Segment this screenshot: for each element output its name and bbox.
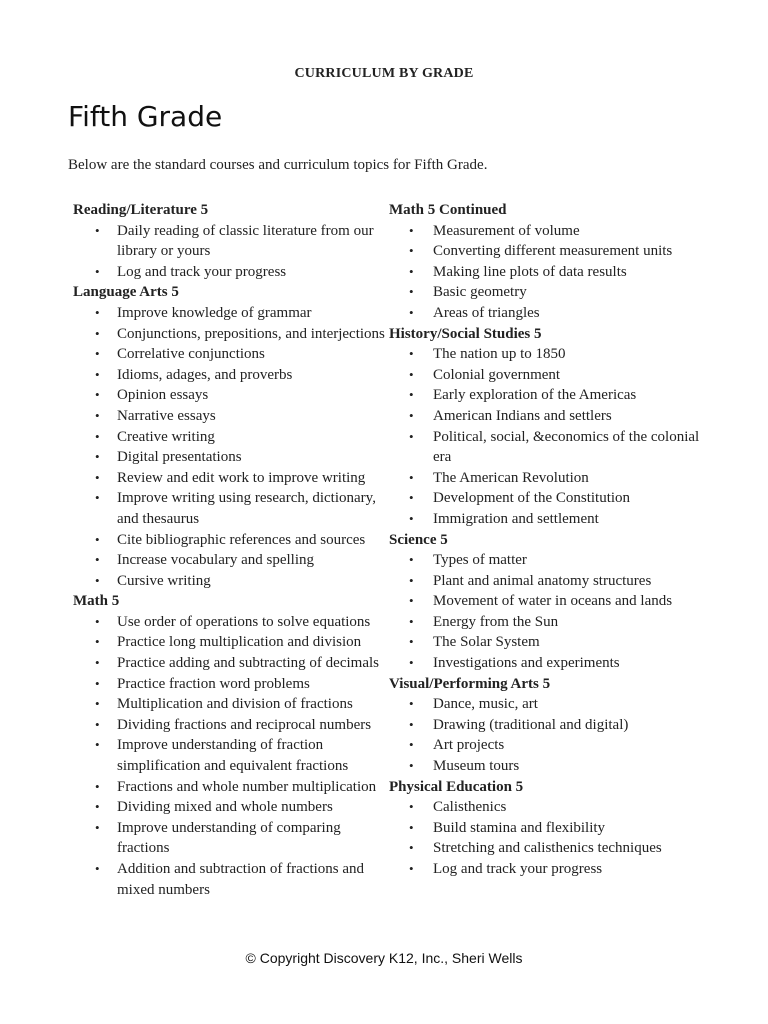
topic-item <box>389 241 709 262</box>
bullet-icon: • <box>95 675 100 691</box>
page-title: Fifth Grade <box>68 100 223 133</box>
bullet-icon: • <box>409 263 414 279</box>
course-title: Science 5 <box>389 531 448 548</box>
topic-text: Log and track your progress <box>117 263 287 280</box>
topic-item <box>73 447 385 468</box>
bullet-icon: • <box>409 758 414 774</box>
bullet-icon: • <box>95 366 100 382</box>
topic-item <box>73 715 385 736</box>
topic-list <box>73 221 385 283</box>
course-title: Physical Education 5 <box>389 778 524 795</box>
right-column <box>389 200 709 880</box>
topic-item <box>389 282 709 303</box>
bullet-icon: • <box>409 346 414 362</box>
topic-text: Creative writing <box>117 428 215 445</box>
topic-item <box>73 818 385 859</box>
topic-item <box>73 653 385 674</box>
topic-item <box>73 406 385 427</box>
topic-item <box>73 365 385 386</box>
topic-item <box>389 735 709 756</box>
topic-text: Use order of operations to solve equations <box>117 613 371 630</box>
topic-list <box>389 797 709 879</box>
document-header: CURRICULUM BY GRADE <box>294 66 474 81</box>
topic-item <box>73 612 385 633</box>
left-column <box>73 200 385 900</box>
bullet-icon: • <box>95 861 100 876</box>
topic-text: Drawing (traditional and digital) <box>433 716 629 733</box>
topic-text: Types of matter <box>433 552 527 569</box>
bullet-icon: • <box>409 510 414 526</box>
topic-item <box>73 550 385 571</box>
topic-item <box>73 859 385 900</box>
topic-text: Fractions and whole number multiplication <box>117 778 377 795</box>
topic-item <box>73 324 385 345</box>
bullet-icon: • <box>409 407 414 423</box>
topic-list <box>389 550 709 674</box>
bullet-icon: • <box>409 490 414 506</box>
topic-item <box>389 653 709 674</box>
bullet-icon: • <box>95 304 100 320</box>
topic-item <box>389 427 709 468</box>
bullet-icon: • <box>95 634 100 650</box>
topic-text: Daily reading of classic literature from our library or yours <box>117 222 374 260</box>
topic-text: Improve understanding of comparing fractions <box>117 819 341 857</box>
bullet-icon: • <box>95 469 100 485</box>
topic-item <box>389 859 709 880</box>
bullet-icon: • <box>409 655 414 671</box>
topic-text: Cursive writing <box>117 572 211 589</box>
topic-item <box>389 694 709 715</box>
course-title: Reading/Literature 5 <box>73 202 209 218</box>
topic-text: Review and edit work to improve writing <box>117 469 366 486</box>
topic-item <box>73 303 385 324</box>
course-section <box>73 591 385 900</box>
topic-item <box>389 756 709 777</box>
bullet-icon: • <box>95 552 100 568</box>
bullet-icon: • <box>409 366 414 382</box>
bullet-icon: • <box>409 840 414 856</box>
topic-text: Areas of triangles <box>433 304 540 321</box>
bullet-icon: • <box>95 325 100 341</box>
topic-item <box>73 488 385 529</box>
topic-text: Plant and animal anatomy structures <box>433 572 652 589</box>
topic-text: The Solar System <box>433 634 540 651</box>
topic-list <box>73 303 385 591</box>
bullet-icon: • <box>95 346 100 362</box>
topic-item <box>389 488 709 509</box>
bullet-icon: • <box>409 469 414 485</box>
topic-item <box>73 735 385 776</box>
bullet-icon: • <box>409 716 414 732</box>
bullet-icon: • <box>95 737 100 753</box>
topic-item <box>389 344 709 365</box>
bullet-icon: • <box>409 861 414 876</box>
topic-item <box>73 797 385 818</box>
topic-item <box>389 221 709 242</box>
topic-item <box>389 818 709 839</box>
topic-item <box>389 797 709 818</box>
topic-item <box>73 571 385 592</box>
topic-text: Basic geometry <box>433 284 527 301</box>
topic-text: Energy from the Sun <box>433 613 559 630</box>
topic-item <box>389 632 709 653</box>
topic-text: Digital presentations <box>117 449 242 466</box>
course-section <box>389 530 709 674</box>
topic-text: Stretching and calisthenics techniques <box>433 840 662 857</box>
topic-text: Museum tours <box>433 758 520 775</box>
bullet-icon: • <box>409 819 414 835</box>
topic-list <box>389 694 709 776</box>
topic-text: Improve understanding of fraction simplification and equivalent fractions <box>117 737 349 775</box>
topic-text: Practice adding and subtracting of decimals <box>117 655 379 672</box>
bullet-icon: • <box>409 304 414 320</box>
topic-item <box>389 509 709 530</box>
bullet-icon: • <box>95 387 100 403</box>
topic-text: Measurement of volume <box>433 222 580 239</box>
topic-item <box>389 591 709 612</box>
topic-item <box>73 694 385 715</box>
topic-text: American Indians and settlers <box>433 407 612 424</box>
bullet-icon: • <box>409 593 414 609</box>
course-section <box>73 200 385 282</box>
course-section <box>389 200 709 324</box>
topic-text: Opinion essays <box>117 387 209 404</box>
topic-text: Colonial government <box>433 366 561 383</box>
course-title: Math 5 Continued <box>389 202 507 218</box>
topic-item <box>73 468 385 489</box>
topic-item <box>389 468 709 489</box>
bullet-icon: • <box>95 819 100 835</box>
bullet-icon: • <box>409 387 414 403</box>
topic-text: Immigration and settlement <box>433 510 599 527</box>
topic-text: Converting different measurement units <box>433 243 673 260</box>
topic-text: Dividing fractions and reciprocal numbers <box>117 716 372 733</box>
topic-text: Movement of water in oceans and lands <box>433 593 673 610</box>
intro-text: Below are the standard courses and curriculum topics for Fifth Grade. <box>68 157 488 173</box>
topic-text: Log and track your progress <box>433 861 603 877</box>
topic-item <box>73 674 385 695</box>
topic-text: Early exploration of the Americas <box>433 387 637 404</box>
topic-item <box>73 262 385 283</box>
topic-text: Making line plots of data results <box>433 263 627 280</box>
bullet-icon: • <box>95 490 100 506</box>
bullet-icon: • <box>409 572 414 588</box>
topic-item <box>389 571 709 592</box>
topic-item <box>73 777 385 798</box>
topic-text: Improve writing using research, dictionary, and thesaurus <box>117 490 376 527</box>
topic-item <box>73 221 385 262</box>
bullet-icon: • <box>409 222 414 238</box>
topic-text: Development of the Constitution <box>433 490 631 507</box>
topic-text: Multiplication and division of fractions <box>117 696 353 713</box>
bullet-icon: • <box>409 799 414 815</box>
topic-text: Improve knowledge of grammar <box>117 304 312 321</box>
topic-item <box>389 385 709 406</box>
bullet-icon: • <box>409 634 414 650</box>
topic-item <box>389 715 709 736</box>
topic-text: Cite bibliographic references and sources <box>117 531 366 548</box>
topic-text: Practice long multiplication and division <box>117 634 362 651</box>
topic-text: Addition and subtraction of fractions and mixed numbers <box>117 861 365 898</box>
bullet-icon: • <box>95 407 100 423</box>
topic-text: Investigations and experiments <box>433 655 620 672</box>
bullet-icon: • <box>409 552 414 568</box>
bullet-icon: • <box>95 696 100 712</box>
topic-item <box>73 427 385 448</box>
topic-text: The nation up to 1850 <box>433 346 566 363</box>
topic-text: Correlative conjunctions <box>117 346 265 363</box>
course-title: Language Arts 5 <box>73 284 179 301</box>
bullet-icon: • <box>409 613 414 629</box>
topic-list <box>389 344 709 529</box>
topic-text: Idioms, adages, and proverbs <box>117 366 293 383</box>
topic-item <box>73 632 385 653</box>
topic-list <box>389 221 709 324</box>
topic-text: Dance, music, art <box>433 696 538 713</box>
bullet-icon: • <box>95 263 100 279</box>
bullet-icon: • <box>95 222 100 238</box>
bullet-icon: • <box>409 696 414 712</box>
topic-text: Practice fraction word problems <box>117 675 310 692</box>
bullet-icon: • <box>409 428 414 444</box>
topic-text: Political, social, &economics of the colonial era <box>433 428 700 466</box>
topic-text: Calisthenics <box>433 799 507 816</box>
topic-item <box>389 612 709 633</box>
bullet-icon: • <box>95 655 100 671</box>
course-title: History/Social Studies 5 <box>389 325 542 342</box>
topic-text: The American Revolution <box>433 469 589 486</box>
topic-item <box>73 530 385 551</box>
topic-item <box>389 838 709 859</box>
course-title: Visual/Performing Arts 5 <box>389 675 551 692</box>
course-title: Math 5 <box>73 593 120 610</box>
topic-text: Narrative essays <box>117 407 216 424</box>
bullet-icon: • <box>95 778 100 794</box>
topic-item <box>389 550 709 571</box>
bullet-icon: • <box>95 613 100 629</box>
topic-item <box>389 365 709 386</box>
bullet-icon: • <box>409 737 414 753</box>
topic-item <box>389 262 709 283</box>
topic-text: Increase vocabulary and spelling <box>117 552 314 569</box>
bullet-icon: • <box>95 572 100 588</box>
topic-item <box>73 385 385 406</box>
topic-text: Conjunctions, prepositions, and interjections <box>117 325 385 342</box>
topic-item <box>73 344 385 365</box>
bullet-icon: • <box>95 799 100 815</box>
course-section <box>389 674 709 777</box>
course-section <box>389 777 709 880</box>
course-section <box>73 282 385 591</box>
bullet-icon: • <box>409 243 414 259</box>
topic-item <box>389 303 709 324</box>
bullet-icon: • <box>409 284 414 300</box>
topic-text: Build stamina and flexibility <box>433 819 606 836</box>
topic-list <box>73 612 385 900</box>
topic-text: Art projects <box>433 737 505 754</box>
bullet-icon: • <box>95 449 100 465</box>
bullet-icon: • <box>95 428 100 444</box>
copyright-footer: © Copyright Discovery K12, Inc., Sheri Wells <box>245 950 523 966</box>
topic-item <box>389 406 709 427</box>
bullet-icon: • <box>95 716 100 732</box>
bullet-icon: • <box>95 531 100 547</box>
topic-text: Dividing mixed and whole numbers <box>117 799 333 816</box>
course-section <box>389 324 709 530</box>
